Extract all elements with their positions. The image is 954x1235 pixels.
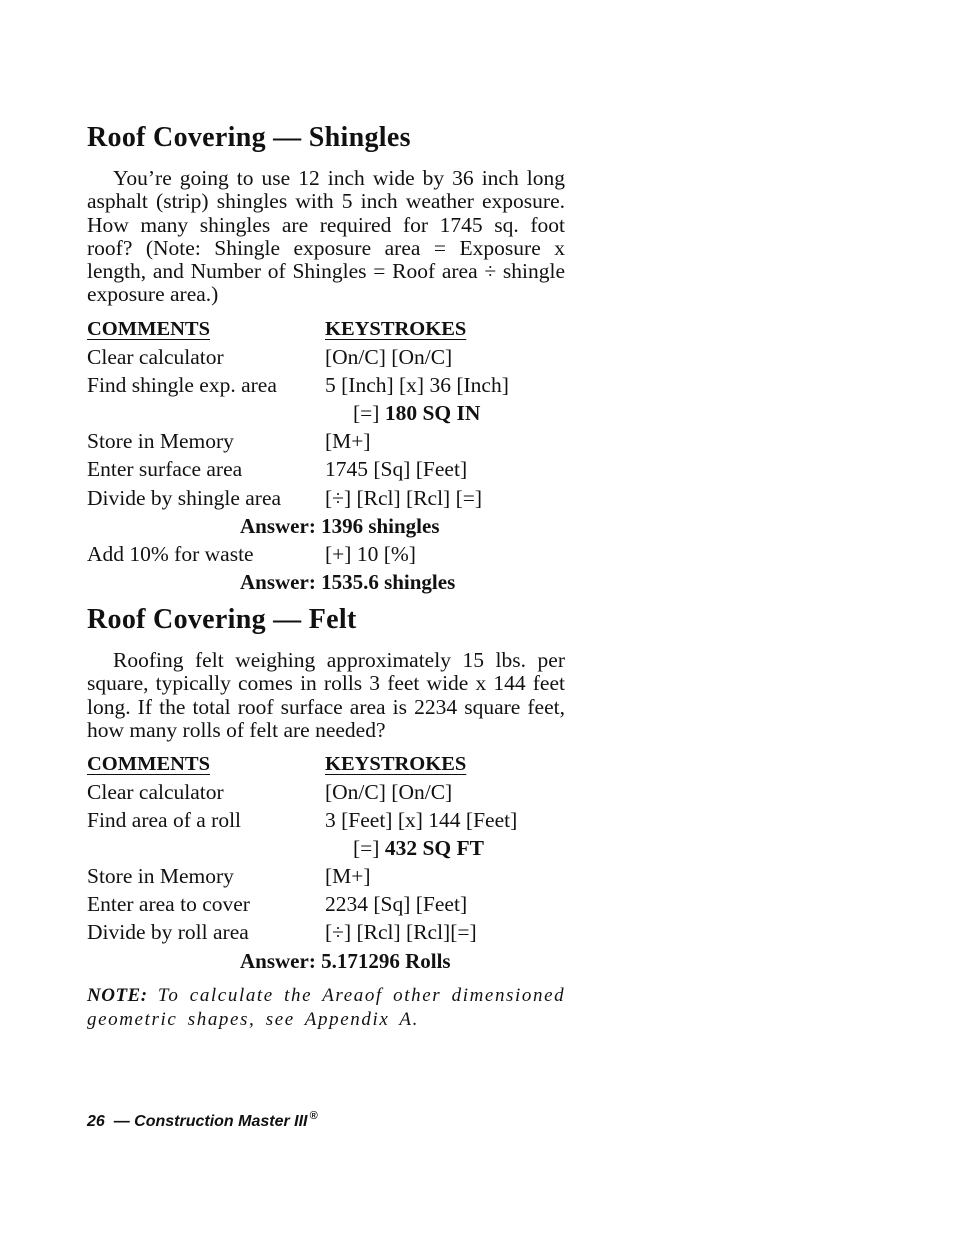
registered-mark: ® — [309, 1110, 318, 1122]
comment-cell: Store in Memory — [87, 864, 234, 888]
comment-cell: Enter area to cover — [87, 892, 250, 916]
comment-cell: Divide by roll area — [87, 920, 249, 944]
footer-title: — Construction Master III — [113, 1113, 308, 1130]
keystrokes-result-cell — [353, 399, 480, 427]
keystrokes-result: 180 SQ IN — [384, 401, 481, 425]
keystrokes-header: KEYSTROKES — [325, 318, 467, 340]
intro-paragraph-shingles: You’re going to use 12 inch wide by 36 inch long asphalt (strip) shingles with 5 inch weather exposure. How many shingles are required for 1745 sq. foot roof? (Note: Shingle exposure area = Exposure x length, and Number of Shingles = Roof area ÷ shingle exposure area.) — [87, 166, 565, 307]
keystrokes-cell: 2234 [Sq] [Feet] — [325, 892, 468, 916]
keystrokes-cell: 5 [Inch] [x] 36 [Inch] — [325, 373, 509, 397]
answer-text: Answer: 5.171296 Rolls — [240, 949, 451, 973]
keystrokes-prefix: [=] — [353, 836, 380, 860]
answer-text: Answer: 1535.6 shingles — [240, 570, 456, 594]
keystrokes-header: KEYSTROKES — [325, 753, 467, 775]
keystrokes-cell: [On/C] [On/C] — [325, 345, 453, 369]
keystrokes-cell: [On/C] [On/C] — [325, 780, 453, 804]
comments-header: COMMENTS — [87, 753, 210, 775]
intro-paragraph-felt: Roofing felt weighing approximately 15 lbs. per square, typically comes in rolls 3 feet wide x 144 feet long. If the total roof surface area is 2234 square feet, how many rolls of felt are needed? — [87, 648, 565, 742]
comment-cell: Clear calculator — [87, 345, 224, 369]
note-body: To calculate the Areaof other dimensioned geometric shapes, see Appendix A. — [87, 985, 566, 1030]
page-number: 26 — [87, 1113, 105, 1130]
keystrokes-cell: [÷] [Rcl] [Rcl][=] — [325, 920, 477, 944]
keystrokes-cell: [M+] — [325, 429, 371, 453]
comment-cell: Divide by shingle area — [87, 486, 282, 510]
comments-header: COMMENTS — [87, 318, 210, 340]
answer-text: Answer: 1396 shingles — [240, 514, 440, 538]
note-label: NOTE: — [87, 985, 148, 1006]
comment-cell: Enter surface area — [87, 457, 243, 481]
comment-cell: Clear calculator — [87, 780, 224, 804]
comment-cell: Find shingle exp. area — [87, 373, 277, 397]
section-title-felt: Roof Covering — Felt — [87, 604, 357, 635]
comment-cell: Store in Memory — [87, 429, 234, 453]
keystrokes-cell: [+] 10 [%] — [325, 542, 416, 566]
keystrokes-cell: 3 [Feet] [x] 144 [Feet] — [325, 808, 518, 832]
keystrokes-result: 432 SQ FT — [384, 836, 484, 860]
keystrokes-result-cell — [353, 834, 484, 862]
section-title-shingles: Roof Covering — Shingles — [87, 122, 411, 153]
comment-cell: Find area of a roll — [87, 808, 242, 832]
keystrokes-prefix: [=] — [353, 401, 380, 425]
keystrokes-cell: [M+] — [325, 864, 371, 888]
keystrokes-cell: [÷] [Rcl] [Rcl] [=] — [325, 486, 483, 510]
page-footer — [87, 1110, 318, 1131]
comment-cell: Add 10% for waste — [87, 542, 254, 566]
keystrokes-cell: 1745 [Sq] [Feet] — [325, 457, 468, 481]
note-text — [87, 984, 589, 1031]
